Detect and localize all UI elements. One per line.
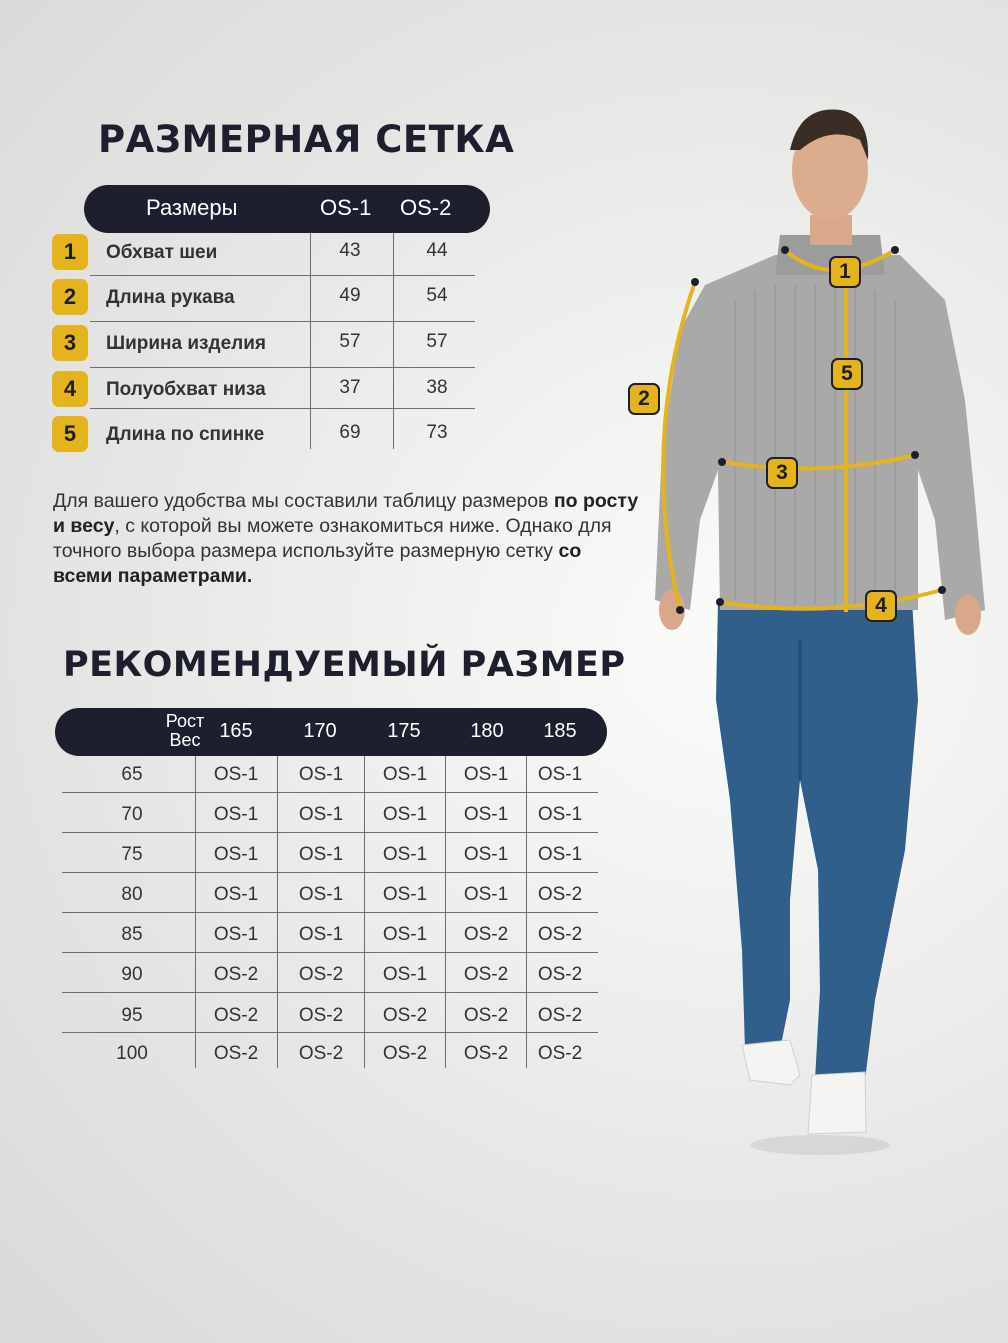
size-row [50, 230, 480, 274]
size-cell: OS-1 [537, 804, 583, 825]
value-os2: 73 [426, 422, 448, 443]
size-cell: OS-2 [463, 924, 509, 945]
table-divider [62, 832, 598, 833]
weight-cell: 100 [116, 1043, 148, 1064]
row-label: Длина рукава [106, 287, 235, 308]
size-cell: OS-2 [213, 1043, 259, 1064]
size-cell: OS-2 [463, 1043, 509, 1064]
weight-cell: 85 [121, 924, 143, 945]
size-cell: OS-1 [463, 804, 509, 825]
size-cell: OS-1 [463, 764, 509, 785]
weight-cell: 80 [121, 884, 143, 905]
table-row [62, 916, 602, 956]
size-cell: OS-2 [213, 1005, 259, 1026]
table-row [62, 1035, 602, 1075]
table-divider [364, 756, 365, 1068]
table-divider [62, 992, 598, 993]
weight-cell: 70 [121, 804, 143, 825]
size-cell: OS-2 [298, 1043, 344, 1064]
model-figure [620, 100, 1008, 1160]
table-row [62, 876, 602, 916]
table-row [62, 997, 602, 1037]
size-row [50, 321, 480, 365]
measure-marker-4: 4 [865, 590, 897, 622]
header-height: 165 [219, 720, 253, 742]
header-height: 185 [543, 720, 577, 742]
info-text: , с которой вы можете ознакомиться ниже. Однако для точного выбора размера используйте размерную сетку [53, 515, 612, 562]
size-cell: OS-1 [298, 844, 344, 865]
info-text: Для вашего удобства мы составили таблицу размеров [53, 490, 554, 512]
table-divider [90, 275, 475, 276]
size-cell: OS-1 [213, 884, 259, 905]
size-cell: OS-1 [382, 964, 428, 985]
table-divider [90, 408, 475, 409]
table-divider [445, 756, 446, 1068]
value-os1: 43 [339, 240, 361, 261]
size-cell: OS-1 [213, 804, 259, 825]
size-cell: OS-1 [382, 764, 428, 785]
size-row [50, 412, 480, 456]
size-cell: OS-1 [382, 884, 428, 905]
size-cell: OS-1 [213, 844, 259, 865]
size-cell: OS-1 [298, 884, 344, 905]
table-divider [62, 872, 598, 873]
header-height: 175 [387, 720, 421, 742]
info-bold-text: со всеми параметрами. [53, 540, 582, 587]
row-label: Обхват шеи [106, 242, 218, 263]
header-height: 180 [470, 720, 504, 742]
size-cell: OS-1 [298, 804, 344, 825]
weight-cell: 95 [121, 1005, 143, 1026]
size-cell: OS-1 [298, 764, 344, 785]
table-row [62, 756, 602, 796]
table-row [62, 796, 602, 836]
size-cell: OS-1 [463, 844, 509, 865]
size-cell: OS-2 [463, 964, 509, 985]
weight-cell: 90 [121, 964, 143, 985]
size-cell: OS-2 [382, 1005, 428, 1026]
value-os1: 49 [339, 285, 361, 306]
size-cell: OS-1 [298, 924, 344, 945]
row-number-badge: 5 [52, 416, 88, 452]
recommended-title: РЕКОМЕНДУЕМЫЙ РАЗМЕР [63, 645, 626, 685]
table-divider [62, 1032, 598, 1033]
value-os2: 44 [426, 240, 448, 261]
size-cell: OS-1 [382, 804, 428, 825]
size-chart-header [84, 185, 490, 233]
row-number-badge: 4 [52, 371, 88, 407]
size-cell: OS-2 [463, 1005, 509, 1026]
size-cell: OS-1 [463, 884, 509, 905]
size-cell: OS-2 [298, 1005, 344, 1026]
value-os1: 69 [339, 422, 361, 443]
size-cell: OS-1 [382, 844, 428, 865]
header-height: 170 [303, 720, 337, 742]
size-chart-title: РАЗМЕРНАЯ СЕТКА [98, 118, 515, 161]
value-os1: 57 [339, 331, 361, 352]
measure-marker-1: 1 [829, 256, 861, 288]
size-cell: OS-2 [537, 884, 583, 905]
table-divider [310, 233, 311, 449]
size-cell: OS-1 [213, 764, 259, 785]
size-cell: OS-2 [537, 924, 583, 945]
value-os2: 57 [426, 331, 448, 352]
table-divider [277, 756, 278, 1068]
row-label: Полуобхват низа [106, 379, 266, 400]
size-cell: OS-2 [298, 964, 344, 985]
row-number-badge: 2 [52, 279, 88, 315]
weight-cell: 75 [121, 844, 143, 865]
value-os2: 54 [426, 285, 448, 306]
size-row [50, 367, 480, 411]
size-cell: OS-1 [213, 924, 259, 945]
size-cell: OS-2 [537, 1005, 583, 1026]
size-cell: OS-2 [537, 964, 583, 985]
table-divider [90, 321, 475, 322]
row-label: Длина по спинке [106, 424, 265, 445]
size-cell: OS-2 [537, 1043, 583, 1064]
row-label: Ширина изделия [106, 333, 266, 354]
table-row [62, 956, 602, 996]
size-cell: OS-1 [537, 844, 583, 865]
value-os1: 37 [339, 377, 361, 398]
header-sizes-label: Размеры [146, 195, 238, 220]
table-divider [62, 952, 598, 953]
measure-marker-2: 2 [628, 383, 660, 415]
value-os2: 38 [426, 377, 448, 398]
table-divider [62, 912, 598, 913]
table-divider [393, 233, 394, 449]
header-height-label: Рост [165, 711, 205, 731]
measure-marker-5: 5 [831, 358, 863, 390]
row-number-badge: 1 [52, 234, 88, 270]
info-paragraph [53, 489, 643, 589]
size-row [50, 275, 480, 319]
header-os1: OS-1 [320, 195, 372, 220]
table-divider [195, 756, 196, 1068]
table-divider [90, 367, 475, 368]
size-cell: OS-2 [382, 1043, 428, 1064]
size-cell: OS-1 [537, 764, 583, 785]
model-illustration [620, 100, 1008, 1160]
table-row [62, 836, 602, 876]
info-bold-text: по росту и весу [53, 490, 639, 537]
table-divider [62, 792, 598, 793]
size-cell: OS-1 [382, 924, 428, 945]
row-number-badge: 3 [52, 325, 88, 361]
measure-marker-3: 3 [766, 457, 798, 489]
weight-cell: 65 [121, 764, 143, 785]
size-cell: OS-2 [213, 964, 259, 985]
recommended-header [55, 708, 607, 756]
table-divider [526, 756, 527, 1068]
header-os2: OS-2 [400, 195, 452, 220]
header-weight-label: Вес [169, 730, 201, 750]
